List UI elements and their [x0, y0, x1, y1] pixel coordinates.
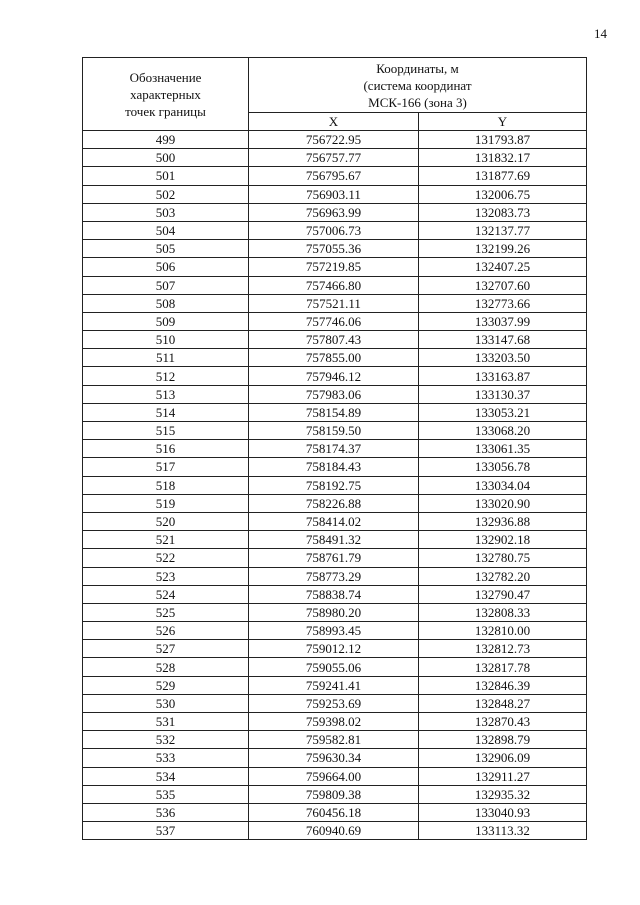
table-row [83, 385, 587, 403]
y-coordinate-cell: 132812.73 [419, 640, 587, 658]
x-coordinate-cell: 758226.88 [249, 494, 419, 512]
y-coordinate-cell: 132808.33 [419, 603, 587, 621]
y-coordinate-cell: 132083.73 [419, 203, 587, 221]
y-coordinate-cell: 133130.37 [419, 385, 587, 403]
x-coordinate-cell: 757946.12 [249, 367, 419, 385]
table-row [83, 312, 587, 330]
header-y: Y [419, 113, 587, 131]
x-coordinate-cell: 758761.79 [249, 549, 419, 567]
table-row [83, 767, 587, 785]
y-coordinate-cell: 132407.25 [419, 258, 587, 276]
table-row [83, 713, 587, 731]
y-coordinate-cell: 132906.09 [419, 749, 587, 767]
point-number-cell: 520 [83, 512, 249, 530]
x-coordinate-cell: 759055.06 [249, 658, 419, 676]
table-row [83, 603, 587, 621]
y-coordinate-cell: 131793.87 [419, 131, 587, 149]
point-number-cell: 518 [83, 476, 249, 494]
x-coordinate-cell: 759582.81 [249, 731, 419, 749]
x-coordinate-cell: 757006.73 [249, 221, 419, 239]
y-coordinate-cell: 132870.43 [419, 713, 587, 731]
table-row [83, 694, 587, 712]
point-number-cell: 506 [83, 258, 249, 276]
y-coordinate-cell: 132810.00 [419, 622, 587, 640]
point-number-cell: 531 [83, 713, 249, 731]
x-coordinate-cell: 756722.95 [249, 131, 419, 149]
point-number-cell: 536 [83, 803, 249, 821]
point-number-cell: 522 [83, 549, 249, 567]
point-number-cell: 535 [83, 785, 249, 803]
header-x: X [249, 113, 419, 131]
x-coordinate-cell: 758993.45 [249, 622, 419, 640]
coordinates-table [82, 57, 587, 840]
table-row [83, 258, 587, 276]
x-coordinate-cell: 756903.11 [249, 185, 419, 203]
page-number: 14 [594, 26, 607, 41]
table-row [83, 221, 587, 239]
y-coordinate-cell: 133147.68 [419, 331, 587, 349]
point-number-cell: 528 [83, 658, 249, 676]
point-number-cell: 516 [83, 440, 249, 458]
point-number-cell: 501 [83, 167, 249, 185]
x-coordinate-cell: 758159.50 [249, 422, 419, 440]
table-row [83, 785, 587, 803]
point-number-cell: 534 [83, 767, 249, 785]
y-coordinate-cell: 133113.32 [419, 822, 587, 840]
table-row [83, 676, 587, 694]
table-row [83, 167, 587, 185]
y-coordinate-cell: 133203.50 [419, 349, 587, 367]
x-coordinate-cell: 758184.43 [249, 458, 419, 476]
table-row [83, 640, 587, 658]
header-coordinates [249, 58, 587, 113]
x-coordinate-cell: 758154.89 [249, 403, 419, 421]
x-coordinate-cell: 760456.18 [249, 803, 419, 821]
point-number-cell: 511 [83, 349, 249, 367]
x-coordinate-cell: 759241.41 [249, 676, 419, 694]
x-coordinate-cell: 757521.11 [249, 294, 419, 312]
point-number-cell: 505 [83, 240, 249, 258]
table-row [83, 749, 587, 767]
y-coordinate-cell: 132936.88 [419, 512, 587, 530]
point-number-cell: 502 [83, 185, 249, 203]
x-coordinate-cell: 758491.32 [249, 531, 419, 549]
point-number-cell: 510 [83, 331, 249, 349]
table-row [83, 549, 587, 567]
table-row [83, 803, 587, 821]
table-row [83, 203, 587, 221]
table-body [83, 131, 587, 840]
x-coordinate-cell: 758414.02 [249, 512, 419, 530]
y-coordinate-cell: 132846.39 [419, 676, 587, 694]
y-coordinate-cell: 132848.27 [419, 694, 587, 712]
header-coords-line-3: МСК-166 (зона 3) [368, 94, 467, 110]
header-coords-line-1: Координаты, м [376, 60, 459, 76]
x-coordinate-cell: 757807.43 [249, 331, 419, 349]
x-coordinate-cell: 759630.34 [249, 749, 419, 767]
y-coordinate-cell: 133040.93 [419, 803, 587, 821]
table-row [83, 458, 587, 476]
table-row [83, 403, 587, 421]
point-number-cell: 537 [83, 822, 249, 840]
point-number-cell: 530 [83, 694, 249, 712]
y-coordinate-cell: 132707.60 [419, 276, 587, 294]
point-number-cell: 517 [83, 458, 249, 476]
table-row [83, 131, 587, 149]
table-row [83, 531, 587, 549]
y-coordinate-cell: 132006.75 [419, 185, 587, 203]
point-number-cell: 532 [83, 731, 249, 749]
point-number-cell: 499 [83, 131, 249, 149]
y-coordinate-cell: 132817.78 [419, 658, 587, 676]
x-coordinate-cell: 757055.36 [249, 240, 419, 258]
point-number-cell: 513 [83, 385, 249, 403]
table-row [83, 367, 587, 385]
point-number-cell: 519 [83, 494, 249, 512]
table-row [83, 440, 587, 458]
header-point-line-1: Обозначение [129, 69, 202, 85]
point-number-cell: 504 [83, 221, 249, 239]
table-row [83, 185, 587, 203]
table-row [83, 585, 587, 603]
y-coordinate-cell: 132782.20 [419, 567, 587, 585]
y-coordinate-cell: 132902.18 [419, 531, 587, 549]
point-number-cell: 503 [83, 203, 249, 221]
x-coordinate-cell: 760940.69 [249, 822, 419, 840]
x-coordinate-cell: 758773.29 [249, 567, 419, 585]
x-coordinate-cell: 757746.06 [249, 312, 419, 330]
y-coordinate-cell: 133056.78 [419, 458, 587, 476]
table-row [83, 494, 587, 512]
table-row [83, 240, 587, 258]
table-row [83, 822, 587, 840]
y-coordinate-cell: 132773.66 [419, 294, 587, 312]
table-row [83, 422, 587, 440]
y-coordinate-cell: 133163.87 [419, 367, 587, 385]
x-coordinate-cell: 758174.37 [249, 440, 419, 458]
point-number-cell: 512 [83, 367, 249, 385]
y-coordinate-cell: 132137.77 [419, 221, 587, 239]
y-coordinate-cell: 132911.27 [419, 767, 587, 785]
y-coordinate-cell: 133020.90 [419, 494, 587, 512]
y-coordinate-cell: 132898.79 [419, 731, 587, 749]
y-coordinate-cell: 132790.47 [419, 585, 587, 603]
point-number-cell: 533 [83, 749, 249, 767]
x-coordinate-cell: 759809.38 [249, 785, 419, 803]
x-coordinate-cell: 757983.06 [249, 385, 419, 403]
y-coordinate-cell: 132935.32 [419, 785, 587, 803]
table-row [83, 331, 587, 349]
table-row [83, 567, 587, 585]
table-row [83, 622, 587, 640]
point-number-cell: 529 [83, 676, 249, 694]
point-number-cell: 500 [83, 149, 249, 167]
point-number-cell: 515 [83, 422, 249, 440]
x-coordinate-cell: 757855.00 [249, 349, 419, 367]
x-coordinate-cell: 759253.69 [249, 694, 419, 712]
point-number-cell: 509 [83, 312, 249, 330]
point-number-cell: 524 [83, 585, 249, 603]
y-coordinate-cell: 133037.99 [419, 312, 587, 330]
x-coordinate-cell: 757219.85 [249, 258, 419, 276]
header-point-designation [83, 58, 249, 131]
x-coordinate-cell: 756757.77 [249, 149, 419, 167]
table-row [83, 658, 587, 676]
point-number-cell: 527 [83, 640, 249, 658]
y-coordinate-cell: 133068.20 [419, 422, 587, 440]
x-coordinate-cell: 756963.99 [249, 203, 419, 221]
y-coordinate-cell: 133053.21 [419, 403, 587, 421]
table-row [83, 476, 587, 494]
point-number-cell: 525 [83, 603, 249, 621]
point-number-cell: 508 [83, 294, 249, 312]
point-number-cell: 507 [83, 276, 249, 294]
header-point-line-2: характерных [130, 86, 201, 102]
point-number-cell: 514 [83, 403, 249, 421]
y-coordinate-cell: 132780.75 [419, 549, 587, 567]
y-coordinate-cell: 133034.04 [419, 476, 587, 494]
table-row [83, 731, 587, 749]
x-coordinate-cell: 759664.00 [249, 767, 419, 785]
x-coordinate-cell: 756795.67 [249, 167, 419, 185]
header-coords-line-2: (система координат [363, 77, 472, 93]
table-row [83, 276, 587, 294]
point-number-cell: 526 [83, 622, 249, 640]
y-coordinate-cell: 133061.35 [419, 440, 587, 458]
header-point-line-3: точек границы [125, 103, 206, 119]
y-coordinate-cell: 131832.17 [419, 149, 587, 167]
x-coordinate-cell: 757466.80 [249, 276, 419, 294]
table-row [83, 294, 587, 312]
x-coordinate-cell: 758838.74 [249, 585, 419, 603]
table-row [83, 512, 587, 530]
table-row [83, 149, 587, 167]
y-coordinate-cell: 132199.26 [419, 240, 587, 258]
table-row [83, 349, 587, 367]
point-number-cell: 523 [83, 567, 249, 585]
x-coordinate-cell: 759012.12 [249, 640, 419, 658]
point-number-cell: 521 [83, 531, 249, 549]
y-coordinate-cell: 131877.69 [419, 167, 587, 185]
x-coordinate-cell: 759398.02 [249, 713, 419, 731]
x-coordinate-cell: 758980.20 [249, 603, 419, 621]
x-coordinate-cell: 758192.75 [249, 476, 419, 494]
